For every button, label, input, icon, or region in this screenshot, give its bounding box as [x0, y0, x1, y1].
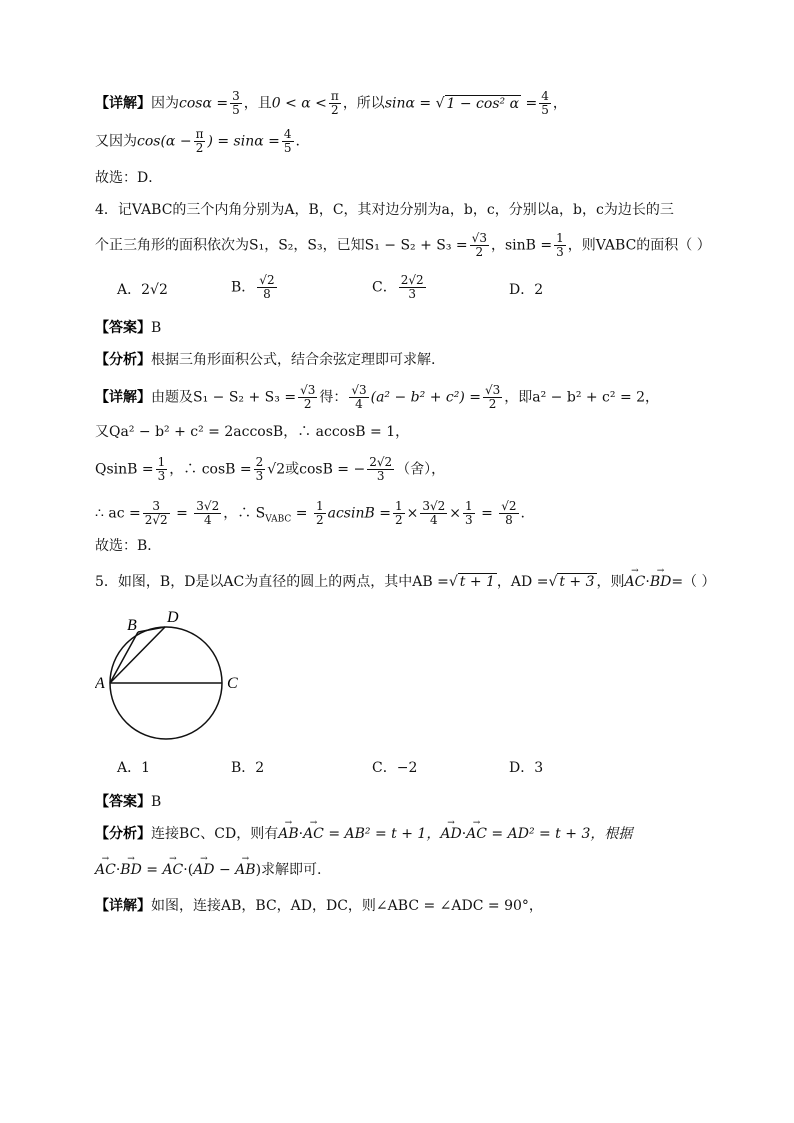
text: ，且: [243, 95, 272, 112]
q4-option-d: D．2: [509, 282, 544, 298]
fraction: $\frac{\pi}{2}$: [330, 89, 339, 117]
chord-ab: [110, 632, 138, 683]
math: cos(α −: [137, 133, 192, 150]
label-b: B: [127, 617, 137, 634]
q4-stem-line1: 4．记VABC的三个内角分别为A，B，C，其对边分别为a，b，c，分别以a，b，c为边长的三: [95, 202, 674, 218]
q5-option-c: C．−2: [372, 760, 418, 776]
q4-option-c: C． $\frac{2√2}{3}$: [372, 273, 424, 301]
text: ，所以: [342, 95, 385, 112]
q5-answer: 【答案】B: [95, 794, 162, 810]
label-d: D: [167, 609, 179, 626]
fraction: $\frac{1}{3}$: [556, 231, 564, 259]
text: 又因为: [95, 133, 137, 150]
circle-figure: [95, 608, 255, 748]
sqrt: 1 − cos² α: [446, 95, 520, 112]
q4-option-a: A．2√2: [117, 282, 168, 298]
fraction: $\frac{√3}{2}$: [471, 231, 487, 259]
q5-analysis-line2: → AC·→ BD = → AC·(→ AD − → AB)求解即可.: [95, 860, 322, 880]
math: ) = sinα =: [207, 133, 280, 150]
math: sinα =: [384, 95, 432, 112]
q3-conclusion: 故选：D．: [95, 170, 163, 186]
fraction: $\frac{4}{5}$: [541, 89, 549, 117]
q4-detail-line3: QsinB = $\frac{1}{3}$ ，∴ cosB = $\frac{2}{3}$ √2或cosB = − $\frac{2√2}{3}$ （舍），: [95, 455, 446, 483]
text: =: [525, 95, 538, 112]
label-c: C: [227, 675, 238, 692]
q3-detail-line1: 【详解】因为cosα = $\frac{3}{5}$ ，且0 < α < $\frac{\pi}{2}$ ，所以sinα = √ 1 − cos² α = $\frac{4}{5}$ ，: [95, 89, 567, 117]
q4-stem-line2: 个正三角形的面积依次为S₁，S₂，S₃，已知S₁ − S₂ + S₃ = $\frac{√3}{2}$ ，sinB = $\frac{1}{3}$ ，则VABC的面积（ ）: [95, 231, 711, 259]
math: cosα =: [179, 95, 229, 112]
q5-stem: 5．如图，B，D是以AC为直径的圆上的两点，其中AB =√ t + 1 ，AD =√ t + 3 ，则→ AC·→ BD=（ ）: [95, 572, 716, 592]
q4-answer: 【答案】B: [95, 320, 162, 336]
text: 因为: [151, 95, 179, 112]
q4-detail-line2: 又Qa² − b² + c² = 2accosB，∴ accosB = 1，: [95, 424, 410, 440]
q4-detail-line1: 【详解】由题及S₁ − S₂ + S₃ = $\frac{√3}{2}$ 得： $\frac{√3}{4}$ (a² − b² + c²) = $\frac{√3}{2}$ ，即a² − b² + c² = 2，: [95, 383, 660, 411]
fraction: $\frac{\pi}{2}$: [195, 127, 204, 155]
fraction: $\frac{3}{5}$: [232, 89, 240, 117]
label-a: A: [95, 675, 105, 692]
math: 0 < α <: [271, 95, 327, 112]
q5-option-d: D．3: [509, 760, 544, 776]
q5-analysis-line1: 【分析】连接BC、CD，则有→ AB·→ AC = AB² = t + 1，→ AD·→ AC = AD² = t + 3，根据: [95, 824, 632, 844]
q4-analysis: 【分析】根据三角形面积公式，结合余弦定理即可求解.: [95, 352, 436, 368]
detail-tag: 【详解】: [95, 95, 151, 112]
q5-detail: 【详解】如图，连接AB，BC，AD，DC，则∠ABC = ∠ADC = 90°，: [95, 898, 543, 914]
q3-detail-line2: 又因为cos(α − $\frac{\pi}{2}$ ) = sinα = $\frac{4}{5}$ .: [95, 127, 300, 155]
q4-detail-line4: ∴ ac = $\frac{3}{2√2}$ = $\frac{3√2}{4}$ ，∴ $S_{VABC}$ = $\frac{1}{2}$ acsinB = $\frac{1}{2}$ × $\frac{3√2}{4}$ × $\frac{1}{3}$ = $\frac{√2}{8}$ .: [95, 499, 525, 527]
q4-conclusion: 故选：B．: [95, 538, 162, 554]
fraction: $\frac{4}{5}$: [283, 127, 292, 155]
q5-option-a: A．1: [117, 760, 151, 776]
q5-option-b: B．2: [231, 760, 265, 776]
q4-option-b: B． $\frac{√2}{8}$: [231, 273, 275, 301]
